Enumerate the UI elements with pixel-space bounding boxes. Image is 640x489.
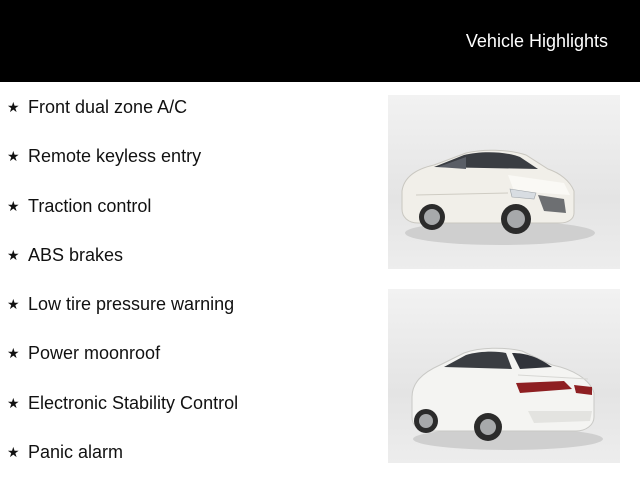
feature-item [7, 391, 377, 440]
feature-label: ABS brakes [28, 244, 124, 265]
feature-label: Low tire pressure warning [28, 294, 235, 315]
star-icon: ★ [7, 296, 20, 313]
star-icon: ★ [7, 345, 20, 362]
feature-label: Remote keyless entry [28, 146, 202, 167]
feature-item [7, 194, 377, 243]
star-icon: ★ [7, 246, 20, 263]
feature-label: Electronic Stability Control [28, 392, 239, 413]
car-photo-rear[interactable] [388, 289, 620, 463]
star-icon: ★ [7, 444, 20, 461]
feature-item [7, 440, 377, 489]
feature-item [7, 144, 377, 193]
star-icon: ★ [7, 99, 20, 115]
feature-label: Front dual zone A/C [28, 97, 188, 117]
car-rear-illustration [388, 289, 620, 463]
feature-label: Panic alarm [28, 442, 124, 463]
feature-item [7, 95, 377, 144]
page-title: Vehicle Highlights [465, 31, 608, 51]
car-photo-front[interactable] [388, 95, 620, 269]
feature-list [7, 95, 377, 489]
feature-label: Traction control [28, 195, 152, 216]
car-front-illustration [388, 95, 620, 269]
star-icon: ★ [7, 148, 20, 165]
star-icon: ★ [7, 197, 20, 214]
feature-item [7, 243, 377, 292]
feature-label: Power moonroof [28, 343, 161, 364]
star-icon: ★ [7, 394, 20, 411]
feature-item [7, 292, 377, 341]
header-bar [0, 0, 640, 82]
feature-item [7, 341, 377, 390]
